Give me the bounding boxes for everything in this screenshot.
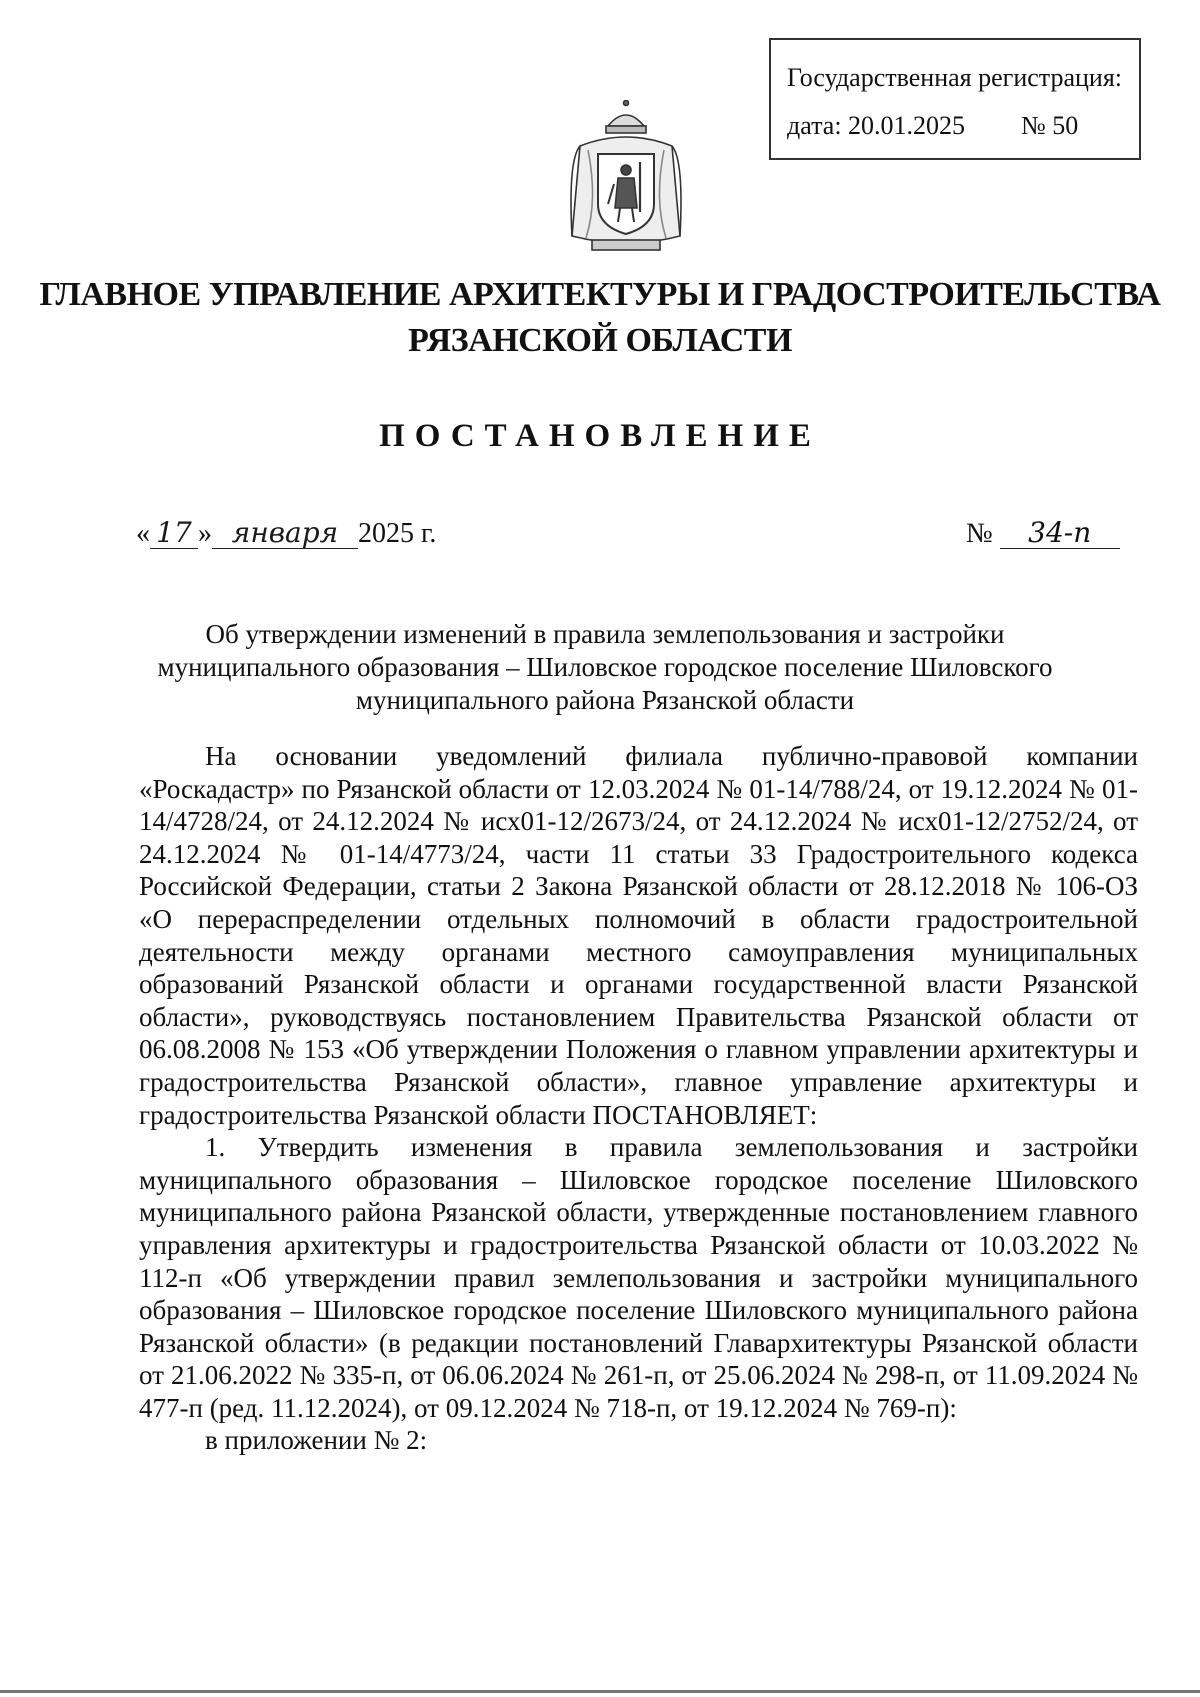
scan-edge-line [0,1690,1200,1693]
date-close-quote: » [198,518,212,549]
number-value: 34-п [1000,518,1120,549]
subject-line3: муниципального района Рязанской области [355,685,855,715]
organization-title-line2: РЯЗАНСКОЙ ОБЛАСТИ [408,322,792,359]
date-open-quote: « [136,518,150,549]
date-day: 17 [150,518,198,549]
subject-line1: Об утверждении изменений в правила землепользования и застройки [205,619,1005,649]
date-month: января [212,518,358,549]
coat-of-arms-icon [558,100,694,260]
document-subject [140,618,1070,717]
organization-title [0,272,1200,364]
organization-title-line1: ГЛАВНОЕ УПРАВЛЕНИЕ АРХИТЕКТУРЫ И ГРАДОСТРОИТЕЛЬСТВА [39,276,1161,313]
item-1-paragraph: 1. Утвердить изменения в правила землепользования и застройки муниципального образования – Шиловское городское поселение Шиловского муниципального района Рязанской области, утвержденные постановлением главного управления архитектуры и градостроительства Рязанской области от 10.03.2022 № 112-п «Об утверждении правил землепользования и застройки муниципального образования – Шиловское городское поселение Шиловского муниципального района Рязанской области» (в редакции постановлений Главархитектуры Рязанской области от 21.06.2022 № 335-п, от 06.06.2024 № 261-п, от 25.06.2024 № 298-п, от 11.09.2024 № 477-п (ред. 11.12.2024), от 09.12.2024 № 718-п, от 19.12.2024 № 769-п): [139,1132,1138,1423]
document-date [136,518,436,550]
appendix-paragraph: в приложении № 2: [205,1425,428,1456]
document-type: ПОСТАНОВЛЕНИЕ [379,418,821,454]
subject-line2: муниципального образования – Шиловское городское поселение Шиловского [157,652,1053,682]
preamble-paragraph: На основании уведомлений филиала публично-правовой компании «Роскадастр» по Рязанской области от 12.03.2024 № 01-14/788/24, от 19.12.2024 № 01-14/4728/24, от 24.12.2024 № исх01-12/2673/24, от 24.12.2024 № исх01-12/2752/24, от 24.12.2024 № 01-14/4773/24, части 11 статьи 33 Градостроительного кодекса Российской Федерации, статьи 2 Закона Рязанской области от 28.12.2018 № 106-ОЗ «О перераспределении отдельных полномочий в области градостроительной деятельности между органами местного самоуправления муниципальных образований Рязанской области и органами государственной власти Рязанской области», руководствуясь постановлением Правительства Рязанской области от 06.08.2008 № 153 «Об утверждении Положения о главном управлении архитектуры и градостроительства Рязанской области», главное управление архитектуры и градостроительства Рязанской области ПОСТАНОВЛЯЕТ: [139,741,1138,1130]
date-year: 2025 г. [358,518,437,549]
registration-title: Государственная регистрация: [787,63,1123,92]
registration-number: № 50 [1021,111,1079,140]
number-label: № [966,518,993,549]
document-body [139,740,1138,1457]
registration-date: дата: 20.01.2025 [787,111,966,140]
document-number [966,518,1120,550]
registration-stamp [769,38,1141,160]
